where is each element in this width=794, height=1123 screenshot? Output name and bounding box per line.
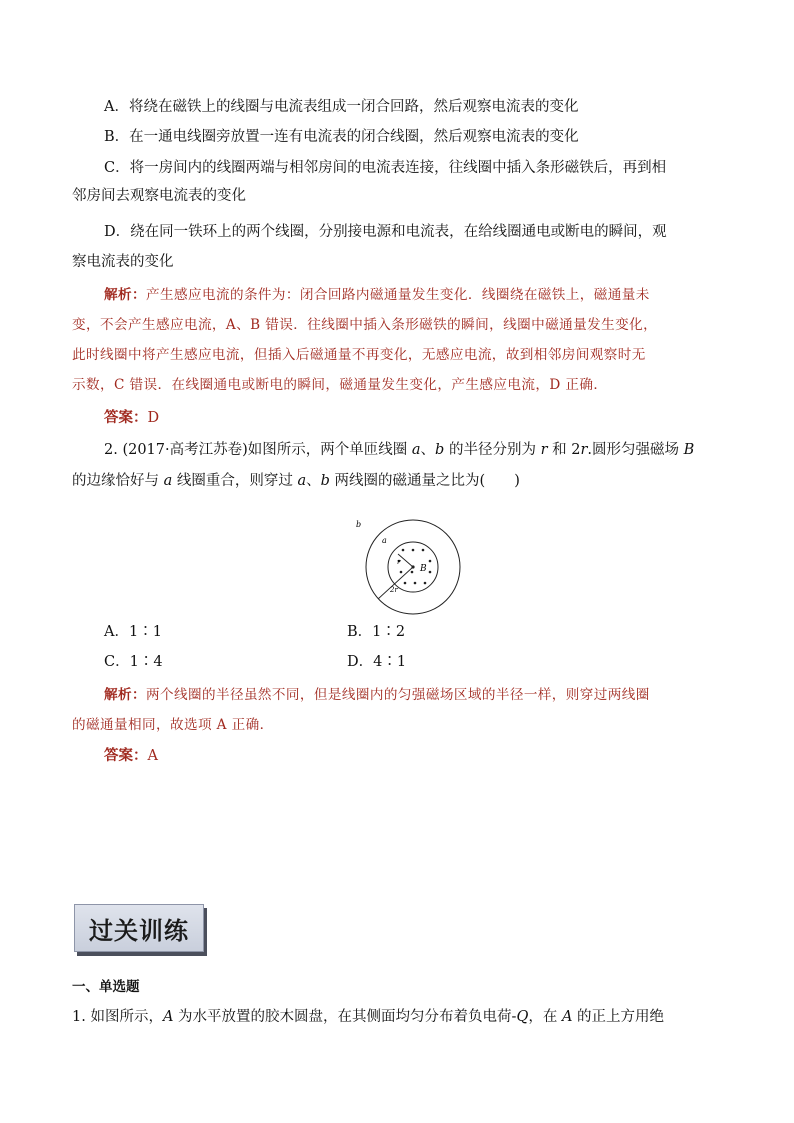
label-2r: 2r bbox=[390, 586, 398, 594]
q1-analysis-line-1: 解析：产生感应电流的条件为：闭合回路内磁通量发生变化．线圈绕在磁铁上，磁通量未 bbox=[104, 287, 650, 303]
q2-analysis-line-1: 解析：两个线圈的半径虽然不同，但是线圈内的匀强磁场区域的半径一样，则穿过两线圈 bbox=[104, 687, 650, 703]
q1-option-c: C．将一房间内的线圈两端与相邻房间的电流表连接，往线圈中插入条形磁铁后，再到相 bbox=[104, 160, 667, 176]
training-q1-line: 1. 如图所示，A 为水平放置的胶木圆盘，在其侧面均匀分布着负电荷-Q，在 A 的正上方用绝 bbox=[72, 1009, 665, 1025]
q2-option-c: C．1∶4 bbox=[104, 654, 163, 670]
coil-figure bbox=[350, 517, 470, 617]
q2-analysis-line-2: 的磁通量相同，故选项 A 正确． bbox=[72, 717, 274, 733]
radius-2r-line bbox=[378, 567, 413, 599]
label-B: B bbox=[420, 564, 427, 574]
q2-answer: 答案：A bbox=[104, 747, 158, 764]
q1-analysis-line-3: 此时线圈中将产生感应电流，但插入后磁通量不再变化，无感应电流，故到相邻房间观察时无 bbox=[72, 347, 646, 363]
label-a: a bbox=[382, 536, 387, 545]
q1-option-b: B．在一通电线圈旁放置一连有电流表的闭合线圈，然后观察电流表的变化 bbox=[104, 129, 579, 145]
q1-option-a: A．将绕在磁铁上的线圈与电流表组成一闭合回路，然后观察电流表的变化 bbox=[104, 99, 579, 115]
q1-answer: 答案：D bbox=[104, 409, 160, 426]
section-heading: 一、单选题 bbox=[72, 979, 140, 995]
label-b: b bbox=[356, 520, 362, 529]
q2-stem-line-1: 2. (2017·高考江苏卷)如图所示，两个单匝线圈 a、b 的半径分别为 r 和 2r.圆形匀强磁场 B bbox=[104, 442, 695, 458]
training-badge bbox=[74, 904, 204, 952]
q1-option-d-cont: 察电流表的变化 bbox=[72, 254, 174, 270]
training-badge-label: 过关训练 bbox=[89, 917, 189, 945]
label-r: r bbox=[397, 558, 401, 566]
q1-option-c-cont: 邻房间去观察电流表的变化 bbox=[72, 188, 246, 204]
q1-analysis-line-2: 变，不会产生感应电流，A、B 错误．往线圈中插入条形磁铁的瞬间，线圈中磁通量发生变化， bbox=[72, 317, 658, 333]
q1-analysis-label: 解析： bbox=[104, 287, 146, 303]
q2-option-b: B．1∶2 bbox=[347, 624, 406, 640]
q2-option-d: D．4∶1 bbox=[347, 654, 407, 670]
q1-analysis-line-4: 示数，C 错误．在线圈通电或断电的瞬间，磁通量发生变化，产生感应电流，D 正确． bbox=[72, 377, 608, 393]
q1-option-d: D．绕在同一铁环上的两个线圈，分别接电源和电流表，在给线圈通电或断电的瞬间，观 bbox=[104, 224, 667, 240]
q2-stem-line-2: 的边缘恰好与 a 线圈重合，则穿过 a、b 两线圈的磁通量之比为( ) bbox=[72, 473, 520, 489]
q2-option-a: A．1∶1 bbox=[104, 624, 162, 640]
